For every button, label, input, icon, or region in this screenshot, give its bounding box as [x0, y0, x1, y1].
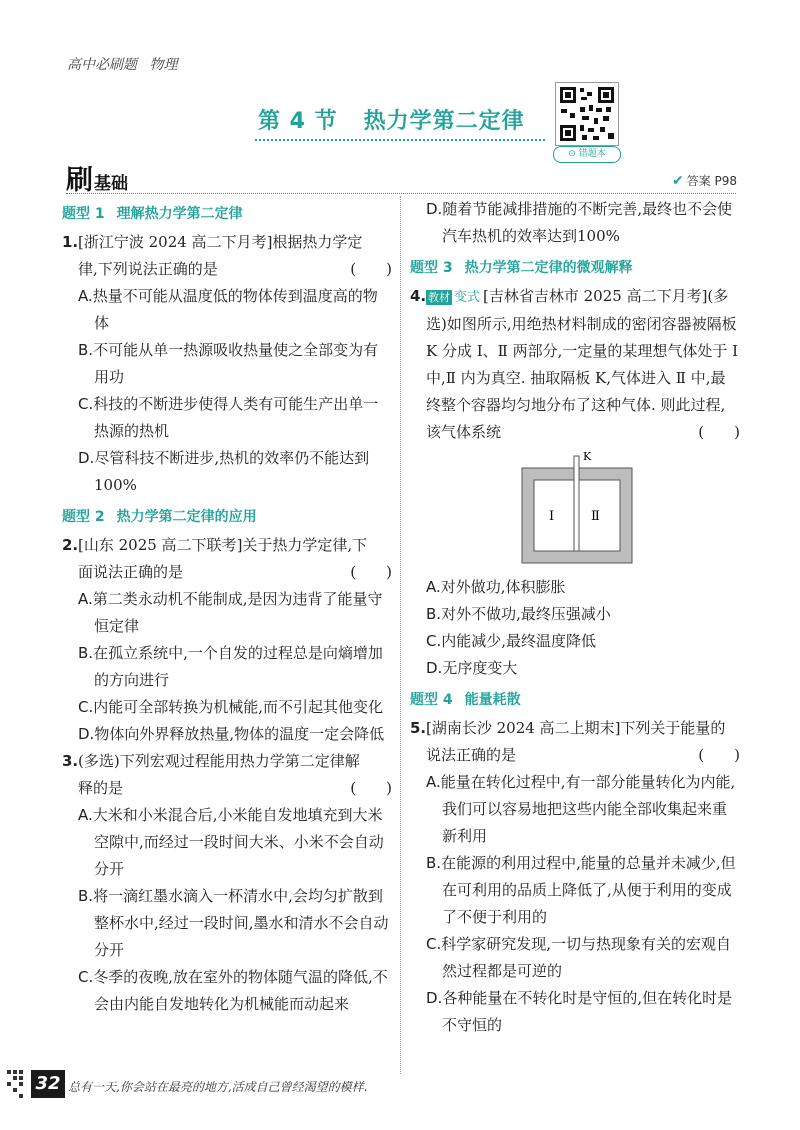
question-1 — [62, 229, 392, 283]
option: B.将一滴红墨水滴入一杯清水中,会均匀扩散到整杯水中,经过一段时间,墨水和清水不会自动分开 — [78, 887, 389, 959]
option: C.内能减少,最终温度降低 — [426, 632, 597, 650]
question-stem: [吉林省吉林市 2025 高二下月考](多选)如图所示,用绝热材料制成的密闭容器被隔板 K 分成 Ⅰ、Ⅱ 两部分,一定量的某理想气体处于 Ⅰ 中,Ⅱ 内为真空. 抽取隔板 K,气体进入 Ⅱ 中,最终整个容器均匀地分布了这种气体. 则此过程,该气体系统 — [426, 287, 739, 441]
right-column — [410, 196, 740, 1039]
label-k: K — [583, 450, 592, 463]
option: C.内能可全部转换为机械能,而不引起其他变化 — [78, 698, 384, 716]
page-number: 32 — [31, 1070, 65, 1098]
error-book-icon: ⊙ — [568, 149, 576, 159]
option: A.能量在转化过程中,有一部分能量转化为内能,我们可以容易地把这些内能全部收集起来重新利用 — [426, 773, 736, 845]
option: A.大米和小米混合后,小米能自发地填充到大米空隙中,而经过一段时间大米、小米不会自动分开 — [78, 806, 384, 878]
option: B.在孤立系统中,一个自发的过程总是向熵增加的方向进行 — [78, 644, 383, 689]
question-stem: [湖南长沙 2024 高二上期末]下列关于能量的 — [426, 719, 726, 737]
option: D.无序度变大 — [426, 659, 518, 677]
question-stem: [山东 2025 高二下联考]关于热力学定律,下 — [78, 536, 368, 554]
answer-bracket: ( ) — [350, 563, 392, 581]
insulated-container-diagram — [410, 450, 740, 570]
option: C.科学家研究发现,一切与热现象有关的宏观自然过程都是可逆的 — [426, 935, 732, 980]
option: D.随着节能减排措施的不断完善,最终也不会使汽车热机的效率达到100% — [426, 200, 733, 245]
container-figure — [410, 450, 740, 570]
type-heading — [62, 502, 392, 532]
brush-small: 基础 — [94, 174, 128, 194]
question-number: 1. — [62, 233, 79, 251]
book-title: 高中必刷题 — [67, 57, 137, 73]
left-column — [62, 196, 392, 1018]
subject-label: 物理 — [149, 57, 178, 73]
qr-label — [553, 146, 621, 163]
title-underline — [255, 139, 545, 141]
question-2 — [62, 532, 392, 586]
question-4 — [410, 283, 740, 446]
question-3 — [62, 748, 392, 802]
variant-tag: 变式 — [454, 290, 481, 305]
answer-bracket: ( ) — [698, 746, 740, 764]
option: D.尽管科技不断进步,热机的效率仍不能达到100% — [78, 449, 370, 494]
type-name: 理解热力学第二定律 — [116, 206, 243, 222]
type-name: 热力学第二定律的微观解释 — [464, 260, 633, 276]
type-label: 题型 4 — [410, 692, 453, 708]
running-header — [67, 54, 185, 74]
type-heading — [410, 253, 740, 283]
option: B.在能源的利用过程中,能量的总量并未减少,但在可利用的品质上降低了,从便于利用的变成了不便于利用的 — [426, 854, 736, 926]
type-heading — [410, 685, 740, 715]
brush-basics-title — [66, 158, 128, 197]
label-region-1: Ⅰ — [549, 509, 555, 524]
question-stem-cont: 释的是 — [78, 779, 124, 797]
section-name: 热力学第二定律 — [363, 109, 525, 134]
option: C.科技的不断进步使得人类有可能生产出单一热源的热机 — [78, 395, 379, 440]
checkmark-icon: ✔ — [672, 173, 684, 189]
type-heading — [62, 199, 392, 229]
section-number: 第 4 节 — [258, 109, 338, 134]
type-label: 题型 1 — [62, 206, 105, 222]
column-divider — [400, 196, 401, 1074]
answer-page: 答案 P98 — [686, 174, 738, 188]
label-region-2: Ⅱ — [591, 509, 600, 524]
question-number: 5. — [410, 719, 427, 737]
type-name: 能量耗散 — [464, 692, 521, 708]
option: B.对外不做功,最终压强减小 — [426, 605, 611, 623]
option: A.对外做功,体积膨胀 — [426, 578, 566, 596]
question-number: 3. — [62, 752, 79, 770]
answer-bracket: ( ) — [350, 260, 392, 278]
question-stem-cont: 面说法正确的是 — [78, 563, 184, 581]
footer-motto: 总有一天,你会站在最亮的地方,活成自己曾经渴望的模样. — [68, 1080, 368, 1094]
option: D.各种能量在不转化时是守恒的,但在转化时是不守恒的 — [426, 989, 733, 1034]
option: A.热量不可能从温度低的物体传到温度高的物体 — [78, 287, 378, 332]
type-label: 题型 3 — [410, 260, 453, 276]
footer-decoration — [5, 1068, 29, 1108]
answer-bracket: ( ) — [698, 423, 740, 441]
answer-reference — [672, 172, 737, 189]
question-number: 4. — [410, 287, 427, 305]
brush-big: 刷 — [66, 165, 93, 196]
answer-bracket: ( ) — [350, 779, 392, 797]
option: A.第二类永动机不能制成,是因为违背了能量守恒定律 — [78, 590, 383, 635]
partition-k — [574, 456, 579, 551]
option: B.不可能从单一热源吸收热量使之全部变为有用功 — [78, 341, 379, 386]
divider — [66, 193, 736, 194]
question-stem-cont: 律,下列说法正确的是 — [78, 260, 218, 278]
question-stem: [浙江宁波 2024 高二下月考]根据热力学定 — [78, 233, 363, 251]
type-name: 热力学第二定律的应用 — [116, 509, 257, 525]
question-5 — [410, 715, 740, 769]
option: C.冬季的夜晚,放在室外的物体随气温的降低,不会由内能自发地转化为机械能而动起来 — [78, 968, 388, 1013]
section-title — [258, 104, 525, 135]
question-stem-cont: 说法正确的是 — [426, 746, 517, 764]
question-stem: (多选)下列宏观过程能用热力学第二定律解 — [78, 752, 360, 770]
question-number: 2. — [62, 536, 79, 554]
textbook-tag: 教材 — [428, 291, 450, 304]
option: D.物体向外界释放热量,物体的温度一定会降低 — [78, 725, 385, 743]
qr-code-icon[interactable] — [555, 82, 619, 146]
qr-label-text: 错题本 — [578, 149, 606, 159]
type-label: 题型 2 — [62, 509, 105, 525]
